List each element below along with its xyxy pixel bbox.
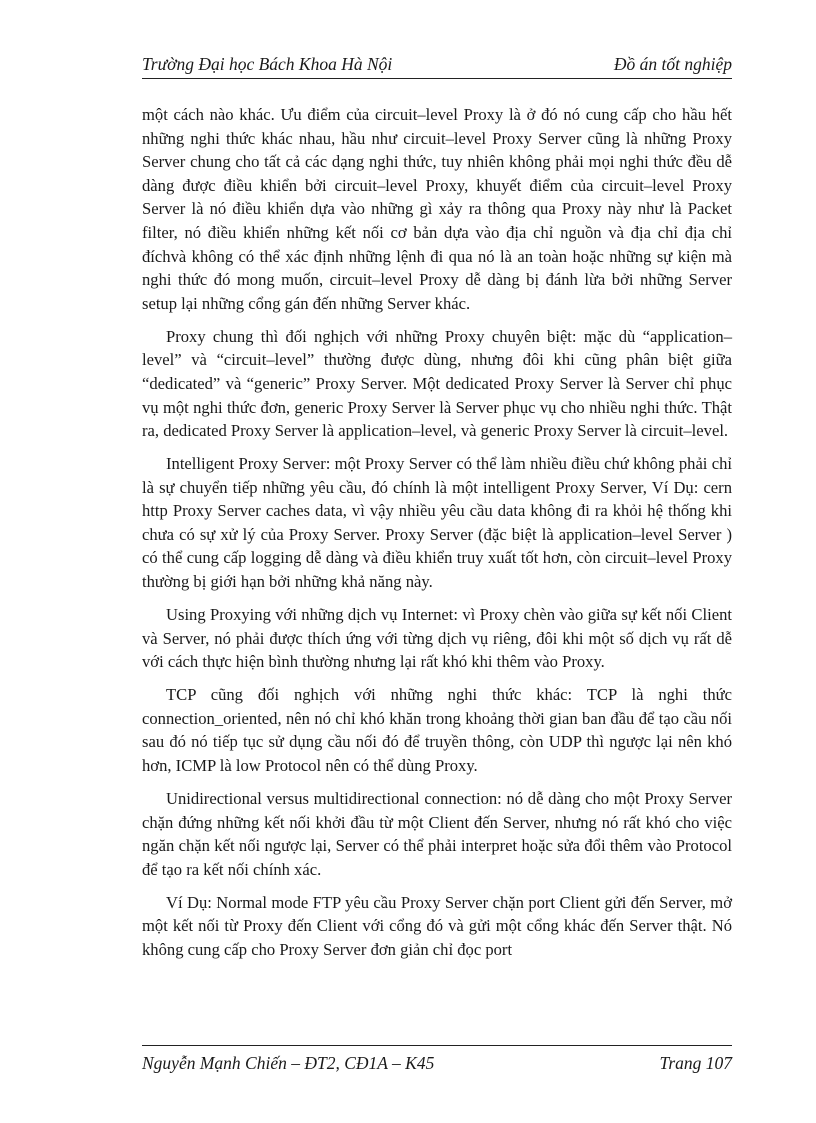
header-document-type: Đồ án tốt nghiệp xyxy=(613,54,732,74)
footer-page-number: Trang 107 xyxy=(659,1053,732,1073)
page-footer xyxy=(142,1045,732,1076)
header-institution: Trường Đại học Bách Khoa Hà Nội xyxy=(142,54,393,74)
paragraph-using-proxying: Using Proxying với những dịch vụ Internet: vì Proxy chèn vào giữa sự kết nối Client và Server, nó phải được thích ứng với từng dịch vụ riêng, đôi khi một số dịch vụ rất dễ với cách thực hiện bình thường nhưng lại rất khó khi thêm vào Proxy. xyxy=(142,605,732,672)
paragraph-unidirectional: Unidirectional versus multidirectional connection: nó dễ dàng cho một Proxy Server chặn đứng những kết nối khởi đầu từ một Client đến Server, nhưng nó rất khó cho việc ngăn chặn kết nối ngược lại, Server có thể phải interpret hoặc sửa đổi thêm vào Protocol để tạo ra kết nối chính xác. xyxy=(142,788,732,879)
paragraph-circuit-level-proxy: một cách nào khác. Ưu điểm của circuit–level Proxy là ở đó nó cung cấp cho hầu hết những nghi thức khác nhau, hầu như circuit–level Proxy Server cũng là những Proxy Server chung cho tất cả các dạng nghi thức, tuy nhiên không phải mọi nghi thức đều dễ dàng được điều khiển bởi circuit–level Proxy, khuyết điểm của circuit–level Proxy Server là nó điều khiển dựa vào những gì xảy ra thông qua Proxy này như là Packet filter, nó điều khiển những kết nối cơ bản dựa vào địa chỉ nguồn và địa chỉ địa chỉ đíchvà không có thể xác định những lệnh đi qua nó là an toàn hoặc những sự kiện mà nghi thức đó mong muốn, circuit–level Proxy dễ dàng bị đánh lừa bởi những Server setup lại những cổng gán đến những Server khác. xyxy=(142,105,732,313)
paragraph-generic-vs-dedicated: Proxy chung thì đối nghịch với những Proxy chuyên biệt: mặc dù “application–level” và “circuit–level” thường được dùng, nhưng đôi khi cũng phân biệt giữa “dedicated” và “generic” Proxy Server. Một dedicated Proxy Server là Server chỉ phục vụ một nghi thức đơn, generic Proxy Server là Server phục vụ cho nhiều nghi thức. Thật ra, dedicated Proxy Server là application–level, và generic Proxy Server là circuit–level. xyxy=(142,326,732,441)
footer-author: Nguyễn Mạnh Chiến – ĐT2, CĐ1A – K45 xyxy=(142,1053,435,1073)
page-header xyxy=(142,52,732,79)
paragraph-intelligent-proxy: Intelligent Proxy Server: một Proxy Server có thể làm nhiều điều chứ không phải chỉ là sự chuyển tiếp những yêu cầu, đó chính là một intelligent Proxy Server, Ví Dụ: cern http Proxy Server caches data, vì vậy nhiều yêu cầu data không đi ra khỏi hệ thống khi chưa có sự xử lý của Proxy Server. Proxy Server (đặc biệt là application–level Server ) có thể cung cấp logging dễ dàng và điều khiển truy xuất tốt hơn, còn circuit–level Proxy thường bị giới hạn bởi những khả năng này. xyxy=(142,454,732,592)
page-body xyxy=(142,103,732,971)
paragraph-tcp-vs-others: TCP cũng đối nghịch với những nghi thức khác: TCP là nghi thức connection_oriented, nên nó chỉ khó khăn trong khoảng thời gian ban đầu để tạo cầu nối sau đó nó tiếp tục sử dụng cầu nối đó để truyền thông, còn UDP thì ngược lại nên khó hơn, ICMP là low Protocol nên có thể dùng Proxy. xyxy=(142,685,732,775)
paragraph-ftp-example: Ví Dụ: Normal mode FTP yêu cầu Proxy Server chặn port Client gửi đến Server, mở một kết nối từ Proxy đến Client với cổng đó và gửi một cổng khác đến Server thật. Nó không cung cấp cho Proxy Server đơn giản chỉ đọc port xyxy=(142,892,732,959)
